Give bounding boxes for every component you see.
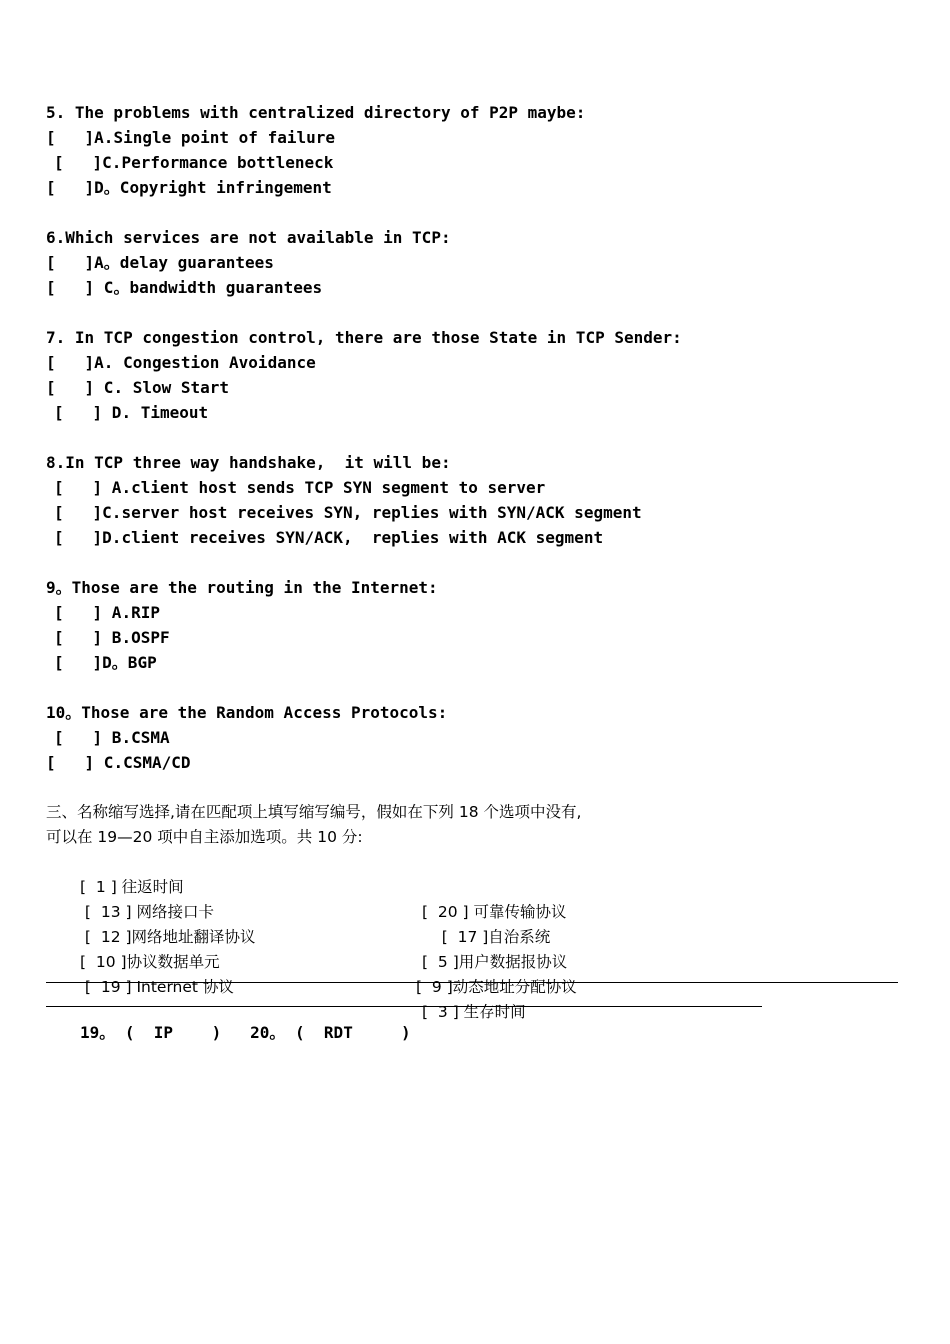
question-5-title: 5. The problems with centralized directory of P2P maybe: bbox=[46, 103, 586, 122]
match-right-item[interactable]: [ 9 ]动态地址分配协议 bbox=[416, 978, 577, 996]
question-9-option-a bbox=[46, 600, 906, 625]
answer-bracket[interactable]: [ ] bbox=[54, 628, 103, 647]
question-9-option-b bbox=[46, 625, 906, 650]
option-text: A. Congestion Avoidance bbox=[94, 353, 316, 372]
option-text: B.OSPF bbox=[102, 628, 170, 647]
answer-bracket[interactable]: [ ] bbox=[54, 528, 103, 547]
answer-bracket[interactable]: [ ] bbox=[54, 653, 103, 672]
answer-bracket[interactable]: [ ] bbox=[54, 478, 103, 497]
question-10-option-b bbox=[46, 725, 906, 750]
match-left-item[interactable]: [ 10 ]协议数据单元 bbox=[80, 953, 220, 971]
answer-bracket[interactable]: [ ] bbox=[54, 603, 103, 622]
match-right-item[interactable]: [ 3 ] 生存时间 bbox=[422, 1003, 526, 1021]
question-9-option-d bbox=[46, 650, 906, 675]
question-5-option-a bbox=[46, 125, 906, 150]
option-text: A。delay guarantees bbox=[94, 253, 274, 272]
question-8-title: 8.In TCP three way handshake, it will be: bbox=[46, 453, 451, 472]
answer-bracket[interactable]: [ ] bbox=[54, 403, 103, 422]
option-text: A.client host sends TCP SYN segment to server bbox=[102, 478, 546, 497]
option-text: C.Performance bottleneck bbox=[102, 153, 334, 172]
option-text: A.RIP bbox=[102, 603, 160, 622]
answer-bracket[interactable]: [ ] bbox=[46, 378, 95, 397]
question-8-option-d bbox=[46, 525, 906, 550]
spacer bbox=[46, 775, 906, 800]
match-left-item[interactable]: [ 1 ] 往返时间 bbox=[80, 878, 184, 896]
answer-bracket[interactable]: [ ] bbox=[54, 153, 103, 172]
question-6-option-c bbox=[46, 275, 906, 300]
answer-bracket[interactable]: [ ] bbox=[46, 278, 95, 297]
option-text: D.client receives SYN/ACK, replies with ACK segment bbox=[102, 528, 604, 547]
option-text: C。bandwidth guarantees bbox=[94, 278, 323, 297]
spacer bbox=[46, 300, 906, 325]
answer-bracket[interactable]: [ ] bbox=[46, 178, 95, 197]
question-5-option-d bbox=[46, 175, 906, 200]
question-10-title: 10。Those are the Random Access Protocols: bbox=[46, 703, 448, 722]
match-left-item[interactable]: [ 12 ]网络地址翻译协议 bbox=[80, 928, 256, 946]
spacer bbox=[46, 675, 906, 700]
match-right-item[interactable]: [ 20 ] 可靠传输协议 bbox=[422, 903, 567, 921]
question-9-title: 9。Those are the routing in the Internet: bbox=[46, 578, 438, 597]
answer-bracket[interactable]: [ ] bbox=[46, 128, 95, 147]
option-text: D。Copyright infringement bbox=[94, 178, 332, 197]
option-text: A.Single point of failure bbox=[94, 128, 335, 147]
answer-bracket[interactable]: [ ] bbox=[46, 253, 95, 272]
spacer bbox=[46, 200, 906, 225]
question-7-option-a bbox=[46, 350, 906, 375]
question-10-option-c bbox=[46, 750, 906, 775]
document-page bbox=[46, 100, 906, 1021]
question-7-title: 7. In TCP congestion control, there are those State in TCP Sender: bbox=[46, 328, 682, 347]
spacer bbox=[46, 550, 906, 575]
answer-bracket[interactable]: [ ] bbox=[54, 728, 103, 747]
question-6-option-a bbox=[46, 250, 906, 275]
match-left-item[interactable]: [ 19 ] Internet 协议 bbox=[80, 978, 234, 996]
option-text: C.CSMA/CD bbox=[94, 753, 191, 772]
answer-bracket[interactable]: [ ] bbox=[46, 753, 95, 772]
match-right-item[interactable]: [ 5 ]用户数据报协议 bbox=[422, 953, 568, 971]
answer-bracket[interactable]: [ ] bbox=[46, 353, 95, 372]
section3-intro-line2: 可以在 19—20 项中自主添加选项。共 10 分: bbox=[46, 828, 363, 846]
option-text: D。BGP bbox=[102, 653, 157, 672]
question-8-option-c bbox=[46, 500, 906, 525]
answer-bracket[interactable]: [ ] bbox=[54, 503, 103, 522]
divider-line bbox=[46, 982, 898, 983]
match-left-item[interactable]: [ 13 ] 网络接口卡 bbox=[80, 903, 214, 921]
option-text: C.server host receives SYN, replies with SYN/ACK segment bbox=[102, 503, 642, 522]
spacer bbox=[46, 425, 906, 450]
question-7-option-d bbox=[46, 400, 906, 425]
question-7-option-c bbox=[46, 375, 906, 400]
custom-options-line[interactable]: 19。 ( IP ) 20。 ( RDT ) bbox=[80, 1023, 411, 1042]
option-text: C. Slow Start bbox=[94, 378, 230, 397]
divider-line bbox=[46, 1006, 762, 1007]
section3-intro-line1: 三、名称缩写选择,请在匹配项上填写缩写编号，假如在下列 18 个选项中没有, bbox=[46, 803, 582, 821]
question-5-option-c bbox=[46, 150, 906, 175]
option-text: B.CSMA bbox=[102, 728, 170, 747]
match-right-item[interactable]: [ 17 ]自治系统 bbox=[422, 928, 551, 946]
option-text: D. Timeout bbox=[102, 403, 209, 422]
question-8-option-a bbox=[46, 475, 906, 500]
question-6-title: 6.Which services are not available in TCP: bbox=[46, 228, 451, 247]
